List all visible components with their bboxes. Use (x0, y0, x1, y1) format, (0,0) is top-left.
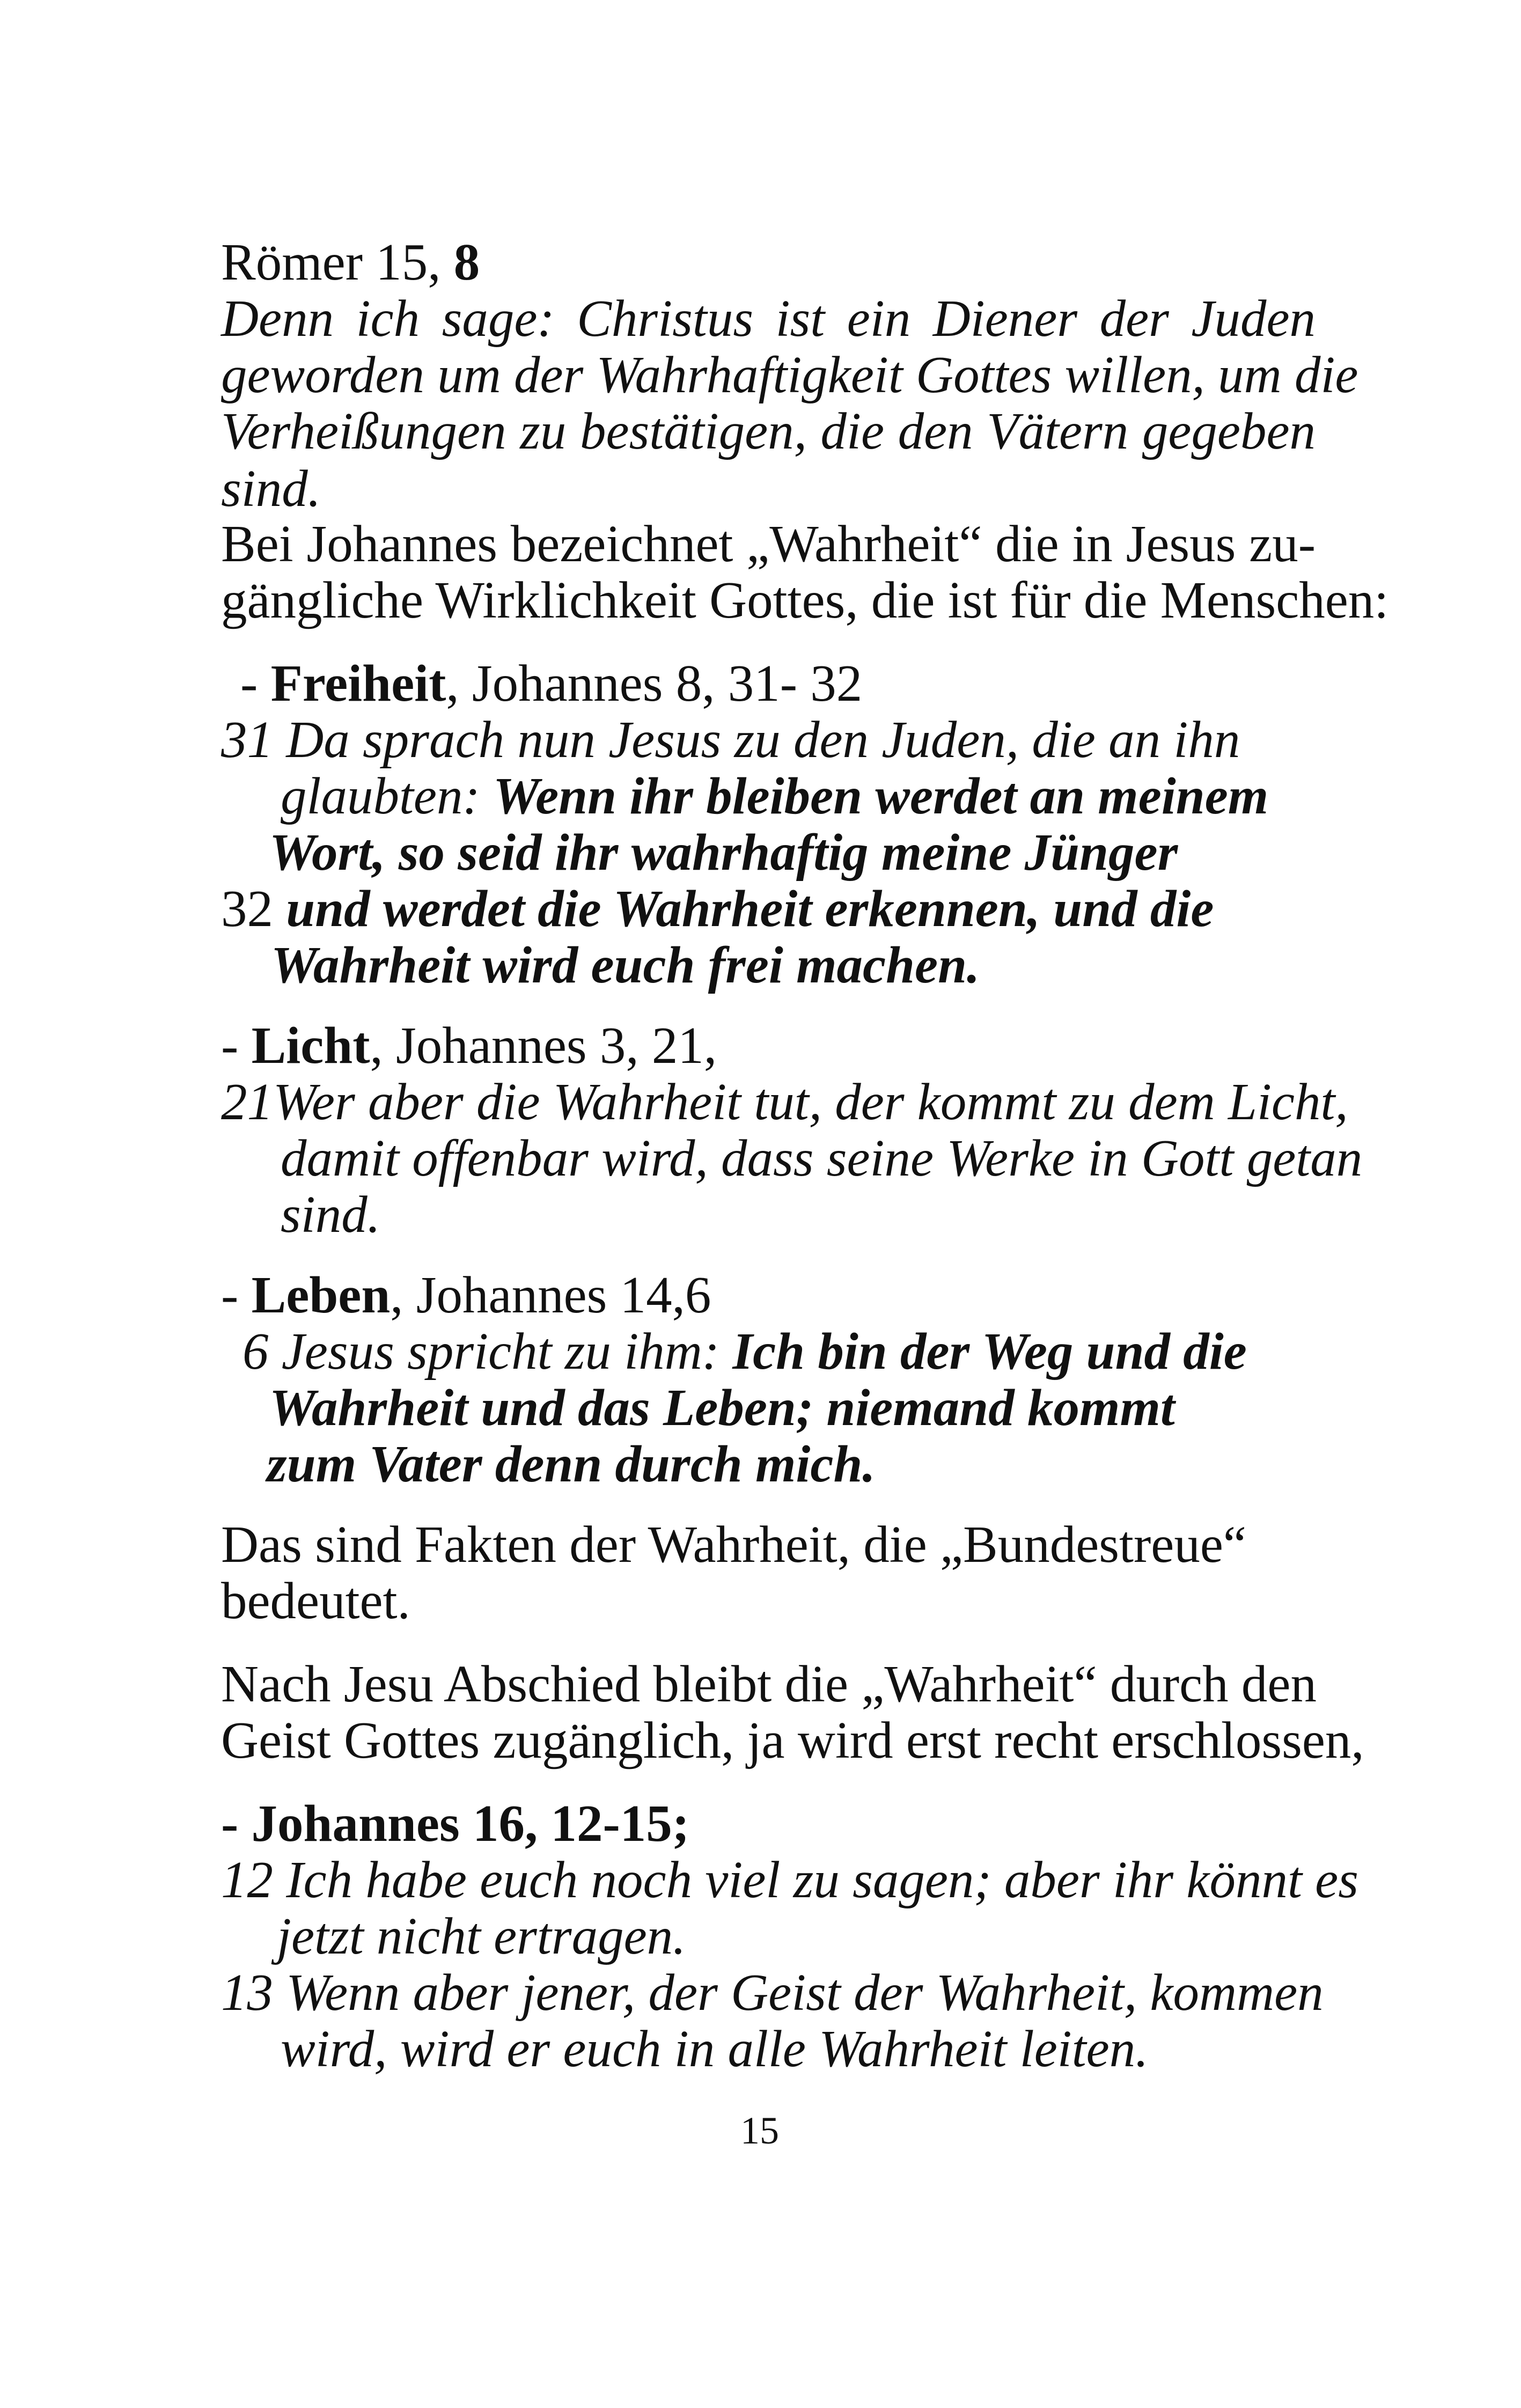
joh16-heading: - Johannes 16, 12-15; (221, 1795, 690, 1852)
roemer-book: Römer 15, (221, 233, 454, 291)
abschied-line-1: Nach Jesu Abschied bleibt die „Wahrheit“ durch den (221, 1655, 1317, 1713)
freiheit-ref: , Johannes 8, 31- 32 (446, 655, 863, 712)
leben-dash: - (221, 1266, 252, 1324)
intro-line-1: Bei Johannes bezeichnet „Wahrheit“ die in Jesus zu- (221, 515, 1316, 572)
roemer-reference (221, 233, 480, 291)
freiheit-v31-plain: glaubten: (281, 767, 494, 825)
roemer-verse-line-3: Verheißungen zu bestätigen, die den Vätern gegeben (221, 402, 1316, 460)
licht-v21-line-3: sind. (281, 1186, 380, 1243)
roemer-verse-number: 8 (453, 233, 480, 291)
leben-v6-line-2 (269, 1379, 1175, 1436)
freiheit-v32-bold: und werdet die Wahrheit erkennen, und die (286, 880, 1214, 937)
fakten-line-1: Das sind Fakten der Wahrheit, die „Bundestreue“ (221, 1516, 1246, 1573)
licht-ref: , Johannes 3, 21, (370, 1017, 717, 1074)
freiheit-v31-line-3 (269, 824, 1178, 881)
freiheit-v31-bold: Wenn ihr bleiben werdet an meinem (493, 767, 1269, 825)
freiheit-v32-line-2 (271, 936, 980, 994)
roemer-verse-line-1: Denn ich sage: Christus ist ein Diener der Juden (221, 290, 1316, 347)
leben-v6-plain: 6 Jesus spricht zu ihm: (243, 1323, 733, 1380)
joh16-v13-line-1: 13 Wenn aber jener, der Geist der Wahrheit, kommen (221, 1964, 1324, 2021)
licht-v21-line-2: damit offenbar wird, dass seine Werke in Gott getan (281, 1129, 1363, 1187)
freiheit-v31-bold-2: Wort, so seid ihr wahrhaftig meine Jünger (269, 824, 1178, 881)
roemer-verse-line-2: geworden um der Wahrhaftigkeit Gottes willen, um die (221, 346, 1358, 403)
joh16-v13-line-2: wird, wird er euch in alle Wahrheit leiten. (281, 2020, 1149, 2077)
abschied-line-2: Geist Gottes zugänglich, ja wird erst recht erschlossen, (221, 1712, 1364, 1769)
licht-term: Licht (251, 1017, 370, 1074)
licht-dash: - (221, 1017, 252, 1074)
leben-heading (221, 1266, 711, 1324)
freiheit-v31-line-1: 31 Da sprach nun Jesus zu den Juden, die an ihn (221, 711, 1240, 768)
freiheit-v32-line-1 (221, 880, 1214, 937)
leben-v6-bold-3: zum Vater denn durch mich. (267, 1435, 876, 1493)
roemer-verse-line-4: sind. (221, 460, 321, 517)
freiheit-dash: - (240, 655, 271, 712)
freiheit-v32-number: 32 (221, 880, 286, 937)
licht-heading (221, 1017, 717, 1074)
licht-v21-line-1: 21Wer aber die Wahrheit tut, der kommt zu dem Licht, (221, 1073, 1348, 1130)
leben-ref: , Johannes 14,6 (390, 1266, 711, 1324)
leben-v6-line-1 (243, 1323, 1247, 1380)
page-number: 15 (740, 2109, 779, 2152)
leben-v6-line-3 (267, 1435, 876, 1493)
freiheit-heading (240, 655, 863, 712)
freiheit-v31-line-2 (281, 767, 1269, 825)
joh16-v12-line-2: jetzt nicht ertragen. (277, 1907, 686, 1965)
leben-v6-bold-2: Wahrheit und das Leben; niemand kommt (269, 1379, 1175, 1436)
joh16-v12-line-1: 12 Ich habe euch noch viel zu sagen; aber ihr könnt es (221, 1851, 1358, 1908)
intro-line-2: gängliche Wirklichkeit Gottes, die ist für die Menschen: (221, 571, 1389, 629)
freiheit-term: Freiheit (270, 655, 446, 712)
freiheit-v32-bold-2: Wahrheit wird euch frei machen. (271, 936, 980, 994)
fakten-line-2: bedeutet. (221, 1572, 410, 1629)
leben-v6-bold: Ich bin der Weg und die (732, 1323, 1247, 1380)
leben-term: Leben (251, 1266, 391, 1324)
